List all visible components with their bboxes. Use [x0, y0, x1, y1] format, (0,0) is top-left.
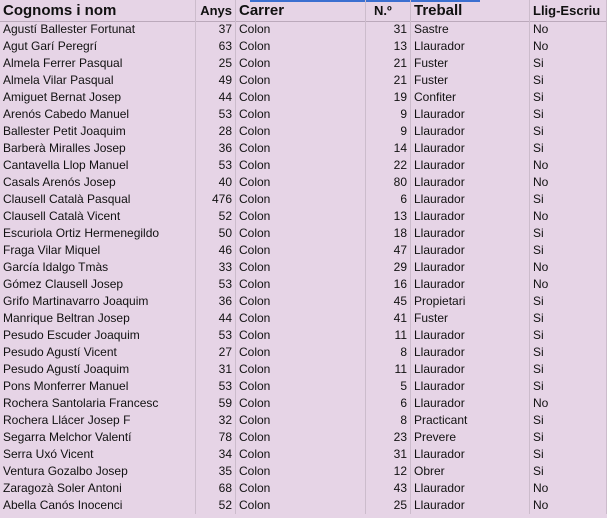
cell-carrer[interactable]: Colon — [236, 106, 366, 123]
cell-llig-escriu[interactable]: Si — [530, 191, 607, 208]
cell-carrer[interactable]: Colon — [236, 446, 366, 463]
cell-treball[interactable]: Obrer — [411, 463, 530, 480]
cell-anys[interactable]: 44 — [196, 310, 236, 327]
cell-cognoms-nom[interactable]: Escuriola Ortiz Hermenegildo — [0, 225, 196, 242]
cell-carrer[interactable]: Colon — [236, 174, 366, 191]
cell-numero[interactable]: 8 — [366, 344, 411, 361]
table-row — [0, 310, 607, 327]
table-row — [0, 463, 607, 480]
cell-cognoms-nom[interactable]: Clausell Català Vicent — [0, 208, 196, 225]
cell-numero[interactable]: 11 — [366, 361, 411, 378]
cell-numero[interactable]: 31 — [366, 21, 411, 38]
cell-anys[interactable]: 68 — [196, 480, 236, 497]
cell-cognoms-nom[interactable]: Barberà Miralles Josep — [0, 140, 196, 157]
table-row — [0, 480, 607, 497]
cell-treball[interactable]: Llaurador — [411, 38, 530, 55]
cell-treball[interactable]: Llaurador — [411, 208, 530, 225]
cell-carrer[interactable]: Colon — [236, 480, 366, 497]
cell-treball[interactable]: Fuster — [411, 55, 530, 72]
table-row — [0, 446, 607, 463]
cell-cognoms-nom[interactable]: Segarra Melchor Valentí — [0, 429, 196, 446]
cell-treball[interactable]: Llaurador — [411, 225, 530, 242]
table-row — [0, 208, 607, 225]
cell-treball[interactable]: Llaurador — [411, 123, 530, 140]
cell-llig-escriu[interactable]: No — [530, 21, 607, 38]
cell-treball[interactable]: Llaurador — [411, 446, 530, 463]
cell-cognoms-nom[interactable]: Manrique Beltran Josep — [0, 310, 196, 327]
table-row — [0, 123, 607, 140]
table-row — [0, 293, 607, 310]
cell-numero[interactable]: 12 — [366, 463, 411, 480]
cell-treball[interactable]: Sastre — [411, 21, 530, 38]
cell-llig-escriu[interactable]: Si — [530, 140, 607, 157]
cell-anys[interactable]: 28 — [196, 123, 236, 140]
cell-llig-escriu[interactable]: Si — [530, 310, 607, 327]
cell-llig-escriu[interactable]: No — [530, 157, 607, 174]
cell-cognoms-nom[interactable]: Pesudo Escuder Joaquim — [0, 327, 196, 344]
cell-cognoms-nom[interactable]: Rochera Llácer Josep F — [0, 412, 196, 429]
table-row — [0, 497, 607, 514]
table-row — [0, 21, 607, 38]
cell-carrer[interactable]: Colon — [236, 259, 366, 276]
cell-cognoms-nom[interactable]: Fraga Vilar Miquel — [0, 242, 196, 259]
cell-llig-escriu[interactable]: Si — [530, 72, 607, 89]
cell-numero[interactable]: 21 — [366, 55, 411, 72]
header-cognoms-nom[interactable]: Cognoms i nom — [0, 0, 196, 21]
cell-carrer[interactable]: Colon — [236, 463, 366, 480]
cell-numero[interactable]: 19 — [366, 89, 411, 106]
cell-numero[interactable]: 22 — [366, 157, 411, 174]
table-row — [0, 106, 607, 123]
cell-cognoms-nom[interactable]: Ballester Petit Joaquim — [0, 123, 196, 140]
cell-carrer[interactable]: Colon — [236, 361, 366, 378]
table-row — [0, 276, 607, 293]
cell-cognoms-nom[interactable]: Grifo Martinavarro Joaquim — [0, 293, 196, 310]
cell-cognoms-nom[interactable]: Amiguet Bernat Josep — [0, 89, 196, 106]
cell-carrer[interactable]: Colon — [236, 293, 366, 310]
cell-numero[interactable]: 5 — [366, 378, 411, 395]
table-row — [0, 140, 607, 157]
cell-treball[interactable]: Llaurador — [411, 242, 530, 259]
cell-cognoms-nom[interactable]: Rochera Santolaria Francesc — [0, 395, 196, 412]
cell-numero[interactable]: 9 — [366, 123, 411, 140]
cell-carrer[interactable]: Colon — [236, 55, 366, 72]
table-row — [0, 174, 607, 191]
cell-numero[interactable]: 14 — [366, 140, 411, 157]
cell-carrer[interactable]: Colon — [236, 327, 366, 344]
cell-anys[interactable]: 52 — [196, 208, 236, 225]
cell-numero[interactable]: 29 — [366, 259, 411, 276]
cell-carrer[interactable]: Colon — [236, 378, 366, 395]
cell-anys[interactable]: 59 — [196, 395, 236, 412]
header-carrer[interactable]: Carrer — [236, 0, 366, 21]
cell-treball[interactable]: Llaurador — [411, 480, 530, 497]
cell-anys[interactable]: 53 — [196, 106, 236, 123]
cell-llig-escriu[interactable]: Si — [530, 463, 607, 480]
cell-carrer[interactable]: Colon — [236, 310, 366, 327]
cell-numero[interactable]: 80 — [366, 174, 411, 191]
table-row — [0, 89, 607, 106]
cell-llig-escriu[interactable]: No — [530, 259, 607, 276]
cell-numero[interactable]: 11 — [366, 327, 411, 344]
cell-carrer[interactable]: Colon — [236, 344, 366, 361]
cell-anys[interactable]: 40 — [196, 174, 236, 191]
cell-treball[interactable]: Prevere — [411, 429, 530, 446]
cell-llig-escriu[interactable]: Si — [530, 89, 607, 106]
header-row — [0, 0, 607, 22]
table-row — [0, 191, 607, 208]
cell-carrer[interactable]: Colon — [236, 140, 366, 157]
cell-anys[interactable]: 25 — [196, 55, 236, 72]
cell-anys[interactable]: 63 — [196, 38, 236, 55]
cell-carrer[interactable]: Colon — [236, 89, 366, 106]
cell-llig-escriu[interactable]: Si — [530, 55, 607, 72]
cell-llig-escriu[interactable]: Si — [530, 106, 607, 123]
table-row — [0, 225, 607, 242]
cell-numero[interactable]: 23 — [366, 429, 411, 446]
cell-treball[interactable]: Llaurador — [411, 378, 530, 395]
cell-cognoms-nom[interactable]: Almela Vilar Pasqual — [0, 72, 196, 89]
header-anys[interactable]: Anys — [196, 0, 236, 21]
table-row — [0, 55, 607, 72]
cell-llig-escriu[interactable]: No — [530, 497, 607, 514]
cell-numero[interactable]: 43 — [366, 480, 411, 497]
cell-carrer[interactable]: Colon — [236, 208, 366, 225]
cell-carrer[interactable]: Colon — [236, 21, 366, 38]
cell-treball[interactable]: Llaurador — [411, 327, 530, 344]
cell-anys[interactable]: 78 — [196, 429, 236, 446]
cell-cognoms-nom[interactable]: Clausell Català Pasqual — [0, 191, 196, 208]
cell-llig-escriu[interactable]: No — [530, 480, 607, 497]
cell-cognoms-nom[interactable]: Abella Canós Inocenci — [0, 497, 196, 514]
cell-numero[interactable]: 9 — [366, 106, 411, 123]
cell-llig-escriu[interactable]: Si — [530, 361, 607, 378]
cell-anys[interactable]: 46 — [196, 242, 236, 259]
cell-cognoms-nom[interactable]: Almela Ferrer Pasqual — [0, 55, 196, 72]
cell-anys[interactable]: 31 — [196, 361, 236, 378]
cell-llig-escriu[interactable]: No — [530, 38, 607, 55]
cell-anys[interactable]: 34 — [196, 446, 236, 463]
cell-numero[interactable]: 41 — [366, 310, 411, 327]
cell-treball[interactable]: Propietari — [411, 293, 530, 310]
table-row — [0, 259, 607, 276]
cell-anys[interactable]: 37 — [196, 21, 236, 38]
cell-anys[interactable]: 44 — [196, 89, 236, 106]
cell-anys[interactable]: 476 — [196, 191, 236, 208]
cell-llig-escriu[interactable]: Si — [530, 412, 607, 429]
cell-carrer[interactable]: Colon — [236, 395, 366, 412]
cell-treball[interactable]: Practicant — [411, 412, 530, 429]
cell-llig-escriu[interactable]: Si — [530, 242, 607, 259]
cell-treball[interactable]: Llaurador — [411, 497, 530, 514]
cell-anys[interactable]: 53 — [196, 276, 236, 293]
cell-treball[interactable]: Llaurador — [411, 140, 530, 157]
table-row — [0, 395, 607, 412]
cell-llig-escriu[interactable]: Si — [530, 327, 607, 344]
cell-treball[interactable]: Fuster — [411, 310, 530, 327]
cell-llig-escriu[interactable]: Si — [530, 293, 607, 310]
table-row — [0, 378, 607, 395]
header-numero[interactable]: N.º — [366, 0, 411, 21]
cell-anys[interactable]: 36 — [196, 293, 236, 310]
table-row — [0, 242, 607, 259]
cell-treball[interactable]: Fuster — [411, 72, 530, 89]
cell-cognoms-nom[interactable]: Pesudo Agustí Vicent — [0, 344, 196, 361]
cell-numero[interactable]: 13 — [366, 208, 411, 225]
cell-carrer[interactable]: Colon — [236, 38, 366, 55]
cell-numero[interactable]: 25 — [366, 497, 411, 514]
cell-cognoms-nom[interactable]: Gómez Clausell Josep — [0, 276, 196, 293]
cell-cognoms-nom[interactable]: Pons Monferrer Manuel — [0, 378, 196, 395]
cell-cognoms-nom[interactable]: Zaragozà Soler Antoni — [0, 480, 196, 497]
cell-treball[interactable]: Llaurador — [411, 276, 530, 293]
cell-treball[interactable]: Llaurador — [411, 344, 530, 361]
header-treball[interactable]: Treball — [411, 0, 530, 21]
cell-anys[interactable]: 50 — [196, 225, 236, 242]
cell-carrer[interactable]: Colon — [236, 72, 366, 89]
cell-llig-escriu[interactable]: Si — [530, 225, 607, 242]
cell-carrer[interactable]: Colon — [236, 191, 366, 208]
cell-llig-escriu[interactable]: No — [530, 208, 607, 225]
cell-anys[interactable]: 27 — [196, 344, 236, 361]
table-row — [0, 327, 607, 344]
cell-carrer[interactable]: Colon — [236, 225, 366, 242]
table-row — [0, 72, 607, 89]
cell-numero[interactable]: 16 — [366, 276, 411, 293]
cell-carrer[interactable]: Colon — [236, 497, 366, 514]
cell-numero[interactable]: 45 — [366, 293, 411, 310]
cell-anys[interactable]: 35 — [196, 463, 236, 480]
cell-anys[interactable]: 36 — [196, 140, 236, 157]
table-row — [0, 412, 607, 429]
cell-anys[interactable]: 52 — [196, 497, 236, 514]
cell-numero[interactable]: 6 — [366, 191, 411, 208]
cell-cognoms-nom[interactable]: Pesudo Agustí Joaquim — [0, 361, 196, 378]
cell-llig-escriu[interactable]: Si — [530, 446, 607, 463]
cell-cognoms-nom[interactable]: Arenós Cabedo Manuel — [0, 106, 196, 123]
cell-treball[interactable]: Llaurador — [411, 157, 530, 174]
cell-treball[interactable]: Llaurador — [411, 361, 530, 378]
cell-treball[interactable]: Llaurador — [411, 191, 530, 208]
table-row — [0, 344, 607, 361]
cell-numero[interactable]: 13 — [366, 38, 411, 55]
cell-carrer[interactable]: Colon — [236, 123, 366, 140]
cell-treball[interactable]: Llaurador — [411, 395, 530, 412]
cell-llig-escriu[interactable]: Si — [530, 378, 607, 395]
cell-cognoms-nom[interactable]: Serra Uxó Vicent — [0, 446, 196, 463]
cell-carrer[interactable]: Colon — [236, 429, 366, 446]
cell-cognoms-nom[interactable]: Casals Arenós Josep — [0, 174, 196, 191]
cell-anys[interactable]: 53 — [196, 378, 236, 395]
cell-anys[interactable]: 32 — [196, 412, 236, 429]
cell-llig-escriu[interactable]: No — [530, 174, 607, 191]
cell-cognoms-nom[interactable]: Agustí Ballester Fortunat — [0, 21, 196, 38]
cell-carrer[interactable]: Colon — [236, 412, 366, 429]
cell-llig-escriu[interactable]: Si — [530, 123, 607, 140]
cell-carrer[interactable]: Colon — [236, 242, 366, 259]
table-row — [0, 361, 607, 378]
cell-anys[interactable]: 53 — [196, 157, 236, 174]
header-llig-escriu[interactable]: Llig-Escriu — [530, 0, 607, 21]
cell-treball[interactable]: Llaurador — [411, 259, 530, 276]
cell-anys[interactable]: 33 — [196, 259, 236, 276]
cell-cognoms-nom[interactable]: García Idalgo Tmàs — [0, 259, 196, 276]
cell-treball[interactable]: Llaurador — [411, 106, 530, 123]
cell-treball[interactable]: Llaurador — [411, 174, 530, 191]
cell-cognoms-nom[interactable]: Ventura Gozalbo Josep — [0, 463, 196, 480]
cell-numero[interactable]: 6 — [366, 395, 411, 412]
cell-cognoms-nom[interactable]: Agut Garí Peregrí — [0, 38, 196, 55]
table-row — [0, 38, 607, 55]
table-row — [0, 157, 607, 174]
cell-carrer[interactable]: Colon — [236, 157, 366, 174]
cell-numero[interactable]: 8 — [366, 412, 411, 429]
cell-carrer[interactable]: Colon — [236, 276, 366, 293]
cell-llig-escriu[interactable]: Si — [530, 429, 607, 446]
cell-anys[interactable]: 53 — [196, 327, 236, 344]
cell-numero[interactable]: 47 — [366, 242, 411, 259]
cell-numero[interactable]: 21 — [366, 72, 411, 89]
cell-anys[interactable]: 49 — [196, 72, 236, 89]
cell-llig-escriu[interactable]: Si — [530, 344, 607, 361]
cell-cognoms-nom[interactable]: Cantavella Llop Manuel — [0, 157, 196, 174]
table-row — [0, 429, 607, 446]
cell-treball[interactable]: Confiter — [411, 89, 530, 106]
cell-numero[interactable]: 18 — [366, 225, 411, 242]
cell-numero[interactable]: 31 — [366, 446, 411, 463]
cell-llig-escriu[interactable]: No — [530, 395, 607, 412]
cell-llig-escriu[interactable]: No — [530, 276, 607, 293]
